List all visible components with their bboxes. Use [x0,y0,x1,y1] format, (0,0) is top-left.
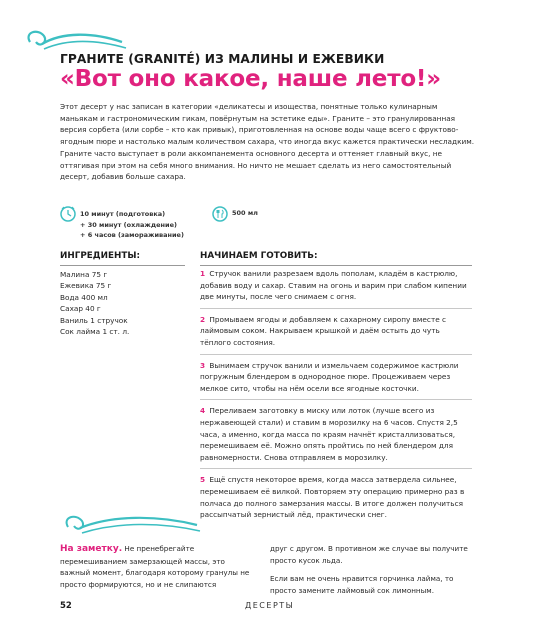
step-number: 2 [200,314,206,324]
recipe-title: «Вот оно какое, наше лето!» [60,66,441,92]
step-item [200,268,472,309]
note-label: На заметку. [60,544,123,554]
step-text: Вынимаем стручок ванили и измельчаем содержимое кастрюли погружным блендером в однородное пюре. Процеживаем через мелкое сито, чтобы на нём осели все ягодные косточки. [200,360,459,393]
cutlery-icon [212,206,228,222]
step-item [200,314,472,355]
ingredient-item: Вода 400 мл [60,292,108,302]
note-tip: Если вам не очень нравится горчинка лайма, то просто замените лаймовый сок лимонным. [270,574,454,595]
prep-time [80,209,184,241]
yield-amount: 500 мл [232,209,258,217]
step-number: 5 [200,475,206,485]
note-continuation: друг с другом. В противном же случае вы получите просто кусок льда. [270,544,468,565]
ingredients-list [60,269,129,337]
step-text: Стручок ванили разрезаем вдоль пополам, кладём в кастрюлю, добавив воду и сахар. Ставим на огонь и варим при слабом кипении две минуты, после чего снимаем с огня. [200,269,467,302]
page-number: 52 [60,601,72,611]
freeze-time-line: + 6 часов (замораживание) [80,231,184,239]
note-right-column [270,543,480,603]
steps-heading: НАЧИНАЕМ ГОТОВИТЬ: [200,251,472,266]
decorative-swirl [62,513,202,539]
intro-paragraph: Этот десерт у нас записан в категории «деликатесы и изощества, понятные только кулинарным маньякам и гастрономическим гикам, повёрнутым на эстетике еды». Граните – это гранулированная версия сорбета (или сорбе – кто как привык), приготовленная на основе воды чаще всего с фруктово-ягодным пюре и настолько малым количеством сахара, что иногда вкус кажется практически несладким. Граните часто выступает в роли аккомпанемента основного десерта и оттеняет главный вкус, не оттягивая при этом на себя много внимания. Но ничто не мешает сделать из него самостоятельный десерт, добавив больше сахара. [60,102,475,182]
step-item [200,405,472,469]
clock-icon [60,206,76,222]
recipe-subtitle: ГРАНИТЕ (GRANITÉ) ИЗ МАЛИНЫ И ЕЖЕВИКИ [60,52,385,66]
section-name: ДЕСЕРТЫ [245,601,295,610]
step-number: 3 [200,360,206,370]
prep-time-line: 10 минут (подготовка) [80,210,166,218]
note-left-column [60,543,256,590]
ingredient-item: Ваниль 1 стручок [60,315,128,325]
note-text: Не пренебрегайте перемешиванием замерзающей массы, это важный момент, благодаря которому гранулы не просто формируются, но и не слипаются [60,544,250,589]
step-number: 4 [200,406,206,416]
ingredient-item: Малина 75 г [60,270,108,279]
steps-list [200,268,472,531]
cool-time-line: + 30 минут (охлаждение) [80,220,177,229]
step-text: Промываем ягоды и добавляем к сахарному сиропу вместе с лаймовым соком. Накрываем крышкой и даём остыть до чуть тёплого состояния. [200,314,447,347]
step-text: Переливаем заготовку в миску или лоток (лучше всего из нержавеющей стали) и ставим в морозилку на 6 часов. Спустя 2,5 часа, а именно, когда масса по краям начнёт кристаллизоваться, перемешиваем её. Можно опять пройтись по ней блендером для равномерности. Снова отправляем в морозилку. [200,406,458,462]
ingredient-item: Ежевика 75 г [60,281,112,291]
step-item [200,474,472,525]
step-text: Ещё спустя некоторое время, когда масса затвердела сильнее, перемешиваем её вилкой. Повторяем эту операцию примерно раз в полчаса до полного замерзания массы. В итоге должен получиться рассыпчатый зернистый лёд, практически снег. [200,475,465,520]
step-item [200,360,472,401]
ingredient-item: Сок лайма 1 ст. л. [60,327,130,337]
step-number: 1 [200,269,206,278]
ingredient-item: Сахар 40 г [60,304,101,314]
ingredients-heading: ИНГРЕДИЕНТЫ: [60,251,185,266]
